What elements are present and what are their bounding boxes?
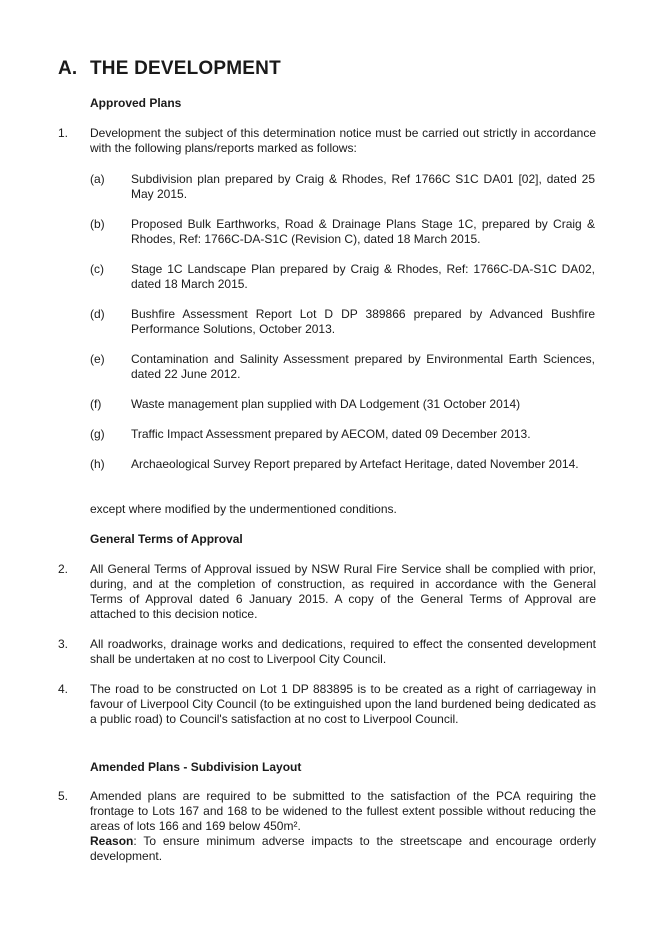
item-text: [90, 789, 596, 864]
subitem-text: Stage 1C Landscape Plan prepared by Craig & Rhodes, Ref: 1766C-DA-S1C DA02, dated 18 March 2015.: [131, 262, 595, 291]
subitem-letter: (h): [90, 457, 105, 471]
section-title: [58, 58, 281, 80]
item-closing-text: except where modified by the undermentioned conditions.: [90, 502, 397, 516]
item-body: Amended plans are required to be submitted to the satisfaction of the PCA requiring the frontage to Lots 167 and 168 to be widened to the fullest extent possible without reducing the areas of lots 166 and 169 below 450m².: [90, 789, 596, 833]
reason-text: : To ensure minimum adverse impacts to the streetscape and encourage orderly development.: [90, 834, 596, 863]
subitem-text: Archaeological Survey Report prepared by Artefact Heritage, dated November 2014.: [131, 457, 579, 471]
subitem-letter: (d): [90, 307, 105, 321]
reason-label: Reason: [90, 834, 134, 848]
subitem-text: Traffic Impact Assessment prepared by AECOM, dated 09 December 2013.: [131, 427, 531, 441]
item-text: All General Terms of Approval issued by NSW Rural Fire Service shall be complied with prior, during, and at the completion of construction, as required in accordance with the General Terms of Approval dated 6 January 2015. A copy of the General Terms of Approval are attached to this decision notice.: [90, 562, 596, 621]
heading-amended-plans: Amended Plans - Subdivision Layout: [90, 760, 302, 774]
subitem-text: Bushfire Assessment Report Lot D DP 389866 prepared by Advanced Bushfire Performance Solutions, October 2013.: [131, 307, 595, 336]
subitem-text: Proposed Bulk Earthworks, Road & Drainage Plans Stage 1C, prepared by Craig & Rhodes, Ref: 1766C-DA-S1C (Revision C), dated 18 March 2015.: [131, 217, 595, 246]
item-number: 3.: [58, 637, 69, 651]
item-text: Development the subject of this determination notice must be carried out strictly in accordance with the following plans/reports marked as follows:: [90, 126, 596, 155]
subitem-letter: (f): [90, 397, 102, 411]
subitem-letter: (e): [90, 352, 105, 366]
subitem-text: Subdivision plan prepared by Craig & Rhodes, Ref 1766C S1C DA01 [02], dated 25 May 2015.: [131, 172, 595, 201]
subitem-letter: (a): [90, 172, 105, 186]
item-number: 4.: [58, 682, 69, 696]
section-letter: A.: [58, 58, 78, 79]
subitem-text: Waste management plan supplied with DA Lodgement (31 October 2014): [131, 397, 521, 411]
item-number: 2.: [58, 562, 69, 576]
heading-approved-plans: Approved Plans: [90, 96, 182, 110]
section-title-text: THE DEVELOPMENT: [90, 58, 281, 79]
subitem-letter: (g): [90, 427, 105, 441]
item-text: The road to be constructed on Lot 1 DP 883895 is to be created as a right of carriageway in favour of Liverpool City Council (to be extinguished upon the land burdened being dedicated as a public road) to Council's satisfaction at no cost to Liverpool Council.: [90, 682, 596, 726]
item-number: 5.: [58, 789, 69, 803]
item-number: 1.: [58, 126, 69, 140]
item-text: All roadworks, drainage works and dedications, required to effect the consented development shall be undertaken at no cost to Liverpool City Council.: [90, 637, 596, 666]
heading-general-terms: General Terms of Approval: [90, 532, 243, 546]
subitem-letter: (c): [90, 262, 104, 276]
subitem-text: Contamination and Salinity Assessment prepared by Environmental Earth Sciences, dated 22 June 2012.: [131, 352, 595, 381]
subitem-letter: (b): [90, 217, 105, 231]
